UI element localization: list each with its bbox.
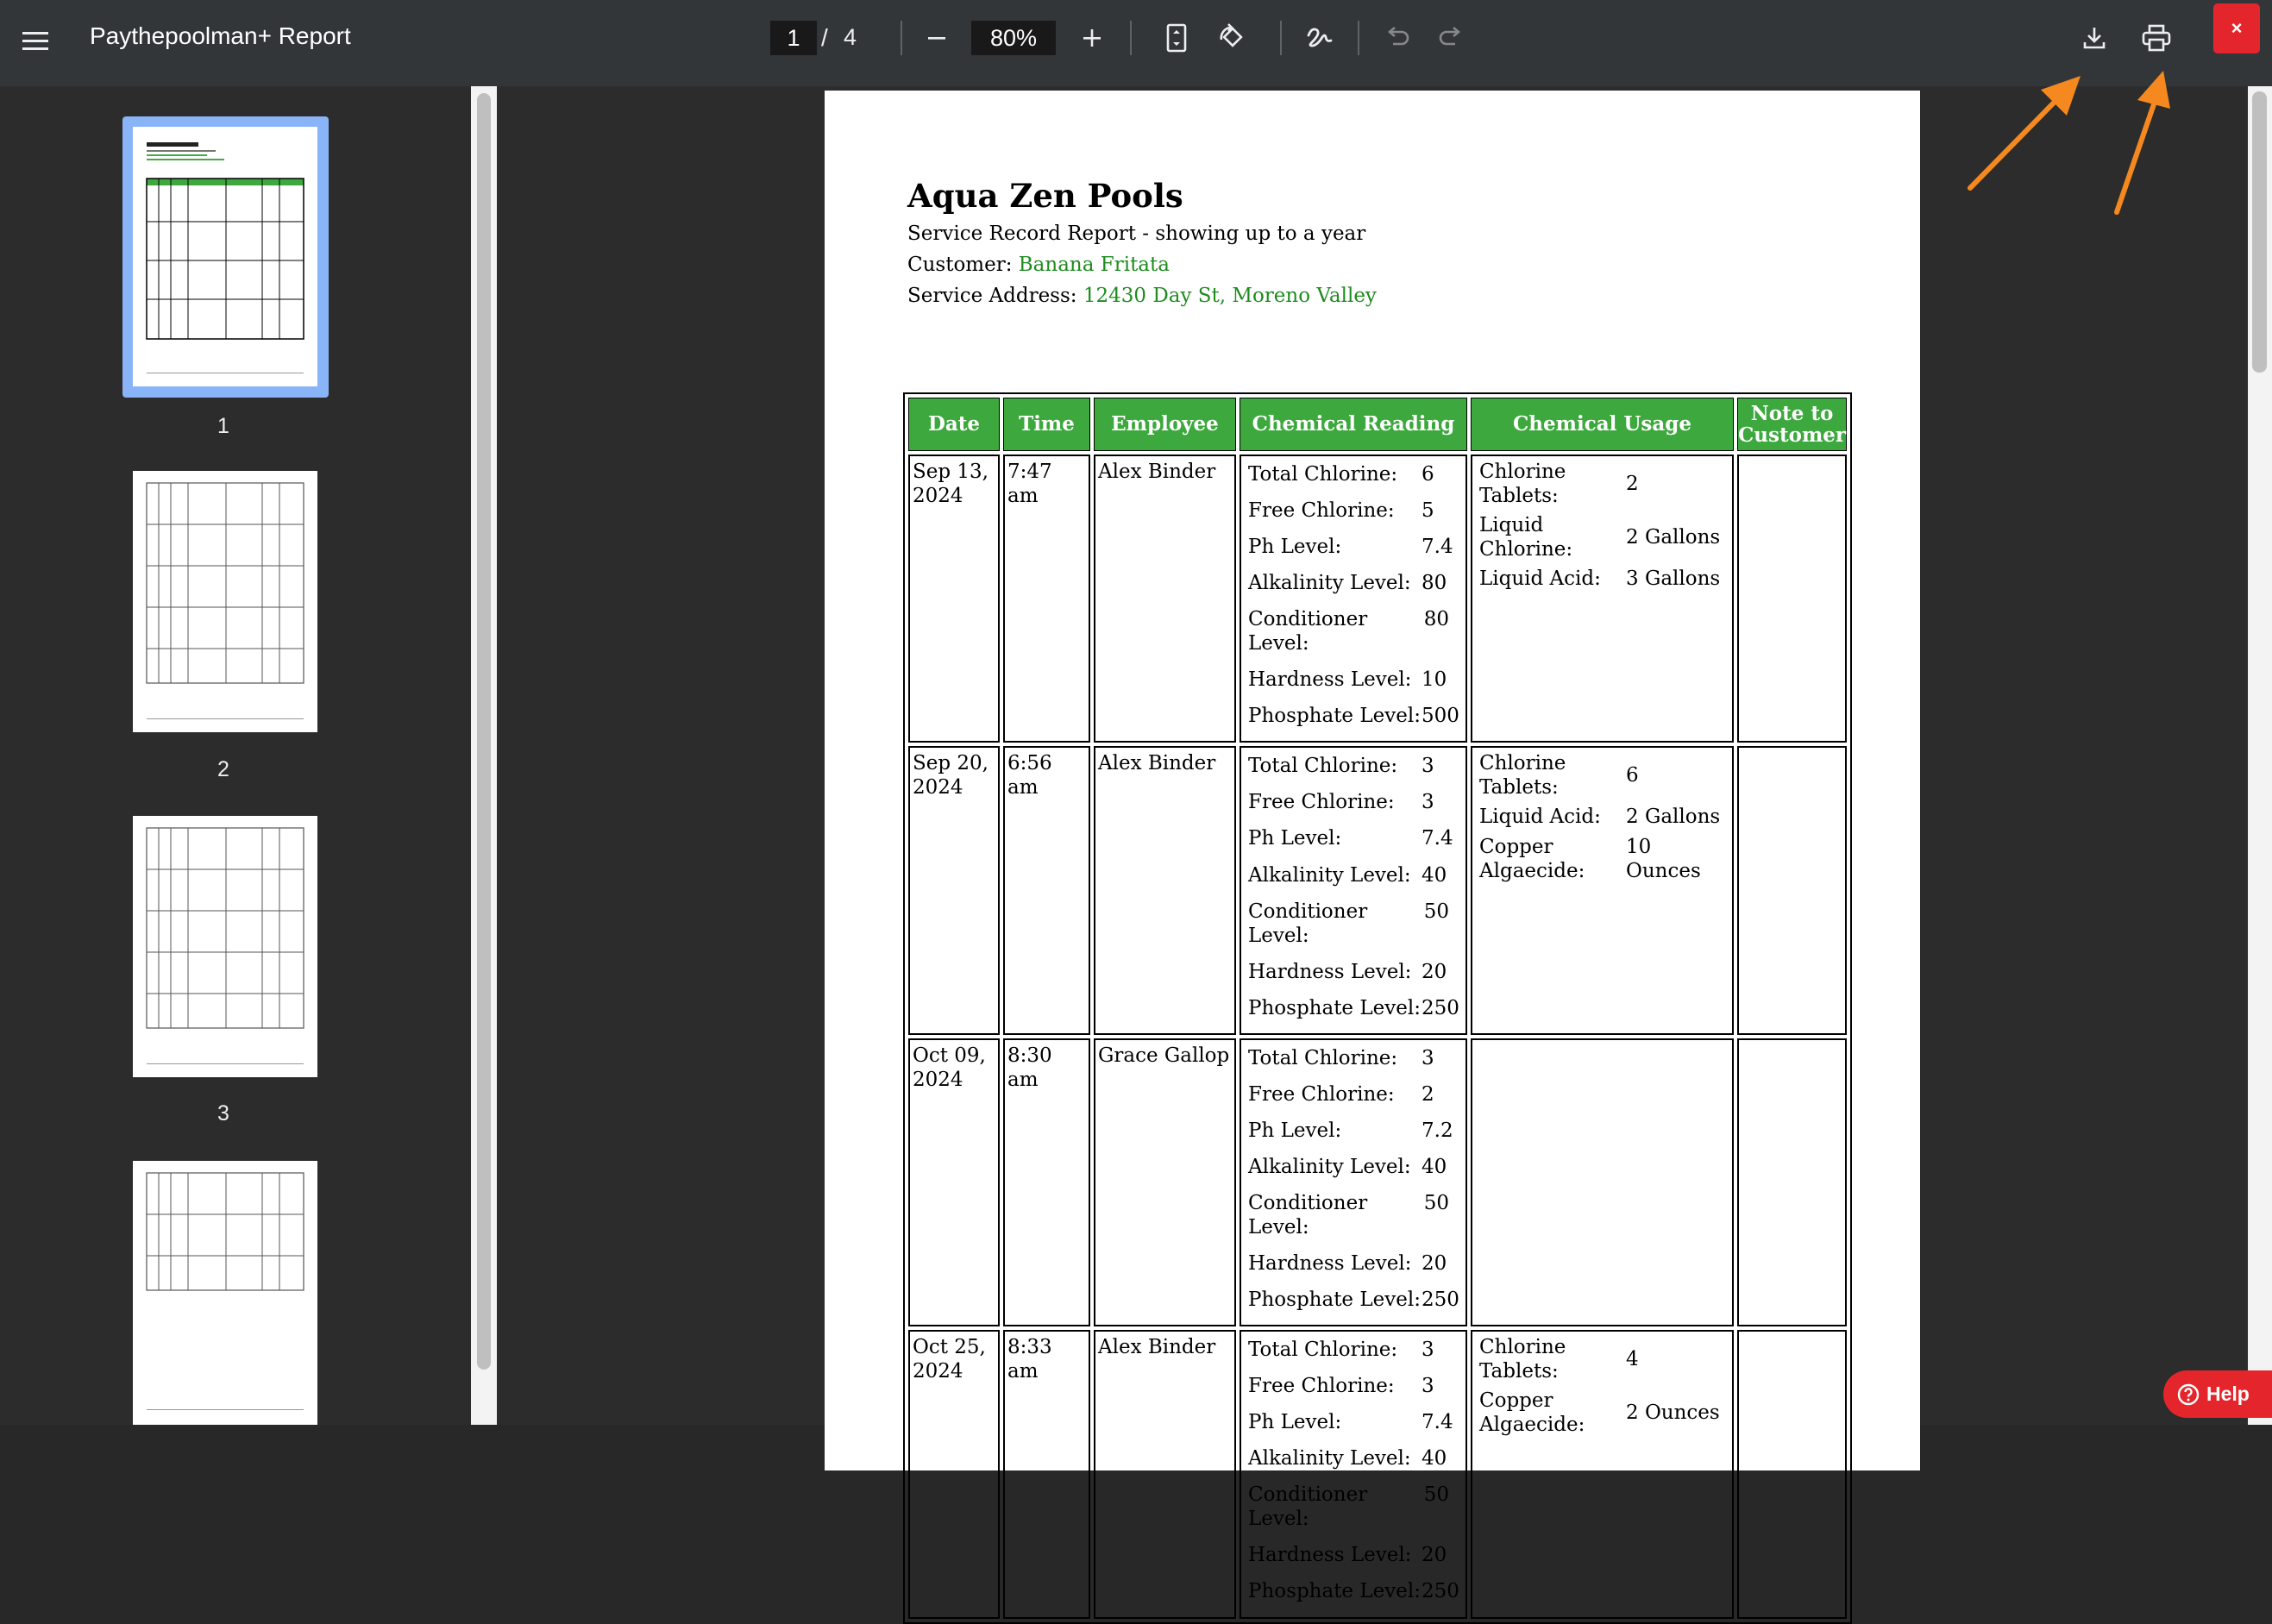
date-line1: Oct 25, [913, 1336, 986, 1359]
print-icon [2142, 24, 2171, 52]
reading-item [1244, 824, 1463, 850]
thumbnail-page-1[interactable] [133, 127, 317, 386]
reading-name: Conditioner Level: [1248, 900, 1368, 947]
customer-label: Customer: [907, 254, 1013, 276]
table-row [908, 746, 1847, 1034]
cell-chemical-reading [1240, 1038, 1467, 1326]
usage-item [1475, 805, 1729, 829]
thumbnail-preview-3 [133, 816, 317, 1077]
reading-value: 5 [1422, 499, 1434, 523]
reading-item [1244, 751, 1463, 778]
reading-item [1244, 605, 1463, 655]
reading-value: 7.4 [1422, 827, 1453, 850]
table-body [908, 455, 1847, 1619]
reading-name: Alkalinity Level: [1248, 863, 1411, 887]
reading-item [1244, 957, 1463, 984]
reading-item [1244, 897, 1463, 948]
help-icon [2177, 1383, 2200, 1406]
usage-name: Chlorine Tablets: [1479, 1336, 1566, 1383]
reading-name: Ph Level: [1248, 1411, 1342, 1434]
help-button[interactable] [2163, 1370, 2272, 1418]
reading-item [1244, 1577, 1463, 1603]
toolbar [0, 0, 2272, 86]
date-line2: 2024 [913, 1360, 963, 1383]
address-line [907, 285, 1377, 307]
cell-time: 8:30 am [1003, 1038, 1090, 1326]
cell-note-to-customer [1737, 1038, 1847, 1326]
report-subtitle: Service Record Report - showing up to a year [907, 223, 1366, 245]
usage-name: Copper Algaecide: [1479, 835, 1585, 882]
sidebar-scrollbar-thumb[interactable] [477, 93, 491, 1370]
reading-name: Ph Level: [1248, 536, 1342, 559]
cell-chemical-usage [1471, 455, 1734, 743]
zoom-in-button[interactable] [1075, 21, 1109, 55]
redo-icon [1438, 27, 1464, 49]
reading-item [1244, 460, 1463, 486]
usage-amount: 2 Gallons [1626, 806, 1721, 829]
reading-item [1244, 1408, 1463, 1434]
table-header-row [908, 398, 1847, 451]
cell-date [908, 1330, 1000, 1618]
page-separator: / [821, 24, 828, 51]
reading-item [1244, 1540, 1463, 1567]
reading-name: Phosphate Level: [1248, 1289, 1421, 1312]
reading-item [1244, 1480, 1463, 1531]
usage-name: Liquid Chlorine: [1479, 514, 1573, 561]
reading-name: Phosphate Level: [1248, 705, 1421, 728]
reading-value: 50 [1423, 1191, 1450, 1214]
cell-chemical-usage [1471, 746, 1734, 1034]
reading-value: 3 [1422, 1339, 1434, 1362]
reading-name: Ph Level: [1248, 1119, 1342, 1142]
reading-item [1244, 1285, 1463, 1312]
toolbar-divider [1130, 21, 1132, 55]
usage-name: Copper Algaecide: [1479, 1389, 1585, 1437]
cell-employee: Alex Binder [1094, 455, 1236, 743]
help-label: Help [2206, 1383, 2250, 1405]
usage-name: Chlorine Tablets: [1479, 461, 1566, 508]
cell-employee: Alex Binder [1094, 1330, 1236, 1618]
cell-date [908, 746, 1000, 1034]
usage-item [1475, 1389, 1729, 1437]
reading-name: Free Chlorine: [1248, 1375, 1395, 1398]
reading-name: Phosphate Level: [1248, 996, 1421, 1019]
reading-item [1244, 532, 1463, 559]
zoom-in-icon [1082, 28, 1102, 48]
usage-name: Liquid Acid: [1479, 567, 1601, 591]
date-line2: 2024 [913, 776, 963, 799]
usage-amount: 2 Gallons [1626, 526, 1721, 549]
reading-value: 50 [1423, 1483, 1450, 1507]
reading-item [1244, 701, 1463, 728]
fit-page-icon [1165, 23, 1188, 53]
thumbnail-preview-2 [133, 471, 317, 732]
table-row [908, 455, 1847, 743]
page-number-input[interactable] [770, 21, 817, 55]
document-title: Paythepoolman+ Report [90, 22, 351, 49]
redo-button[interactable] [1434, 21, 1468, 55]
reading-name: Total Chlorine: [1248, 463, 1398, 486]
reading-name: Conditioner Level: [1248, 1191, 1368, 1238]
usage-item [1475, 460, 1729, 508]
date-line2: 2024 [913, 485, 963, 508]
reading-name: Total Chlorine: [1248, 1046, 1398, 1069]
reading-name: Free Chlorine: [1248, 1082, 1395, 1106]
rotate-button[interactable] [1213, 19, 1251, 57]
reading-name: Alkalinity Level: [1248, 1447, 1411, 1470]
close-icon: × [2231, 17, 2243, 39]
toolbar-divider [1358, 21, 1359, 55]
usage-amount: 3 Gallons [1626, 567, 1721, 591]
header-employee: Employee [1094, 398, 1236, 451]
cell-employee: Grace Gallop [1094, 1038, 1236, 1326]
reading-name: Alkalinity Level: [1248, 1155, 1411, 1178]
draw-button[interactable] [1301, 19, 1339, 57]
service-record-table [903, 392, 1852, 1624]
usage-item [1475, 1335, 1729, 1383]
date-line1: Oct 09, [913, 1044, 986, 1067]
reading-value: 7.4 [1422, 1411, 1453, 1434]
menu-icon [22, 30, 50, 53]
reading-value: 6 [1422, 463, 1434, 486]
reading-value: 7.2 [1422, 1119, 1453, 1142]
reading-value: 3 [1422, 791, 1434, 814]
rotate-icon [1216, 22, 1247, 53]
fit-page-button[interactable] [1159, 19, 1194, 57]
reading-name: Conditioner Level: [1248, 1483, 1368, 1531]
thumbnail-page-2[interactable] [133, 471, 317, 732]
zoom-input[interactable] [971, 21, 1056, 55]
cell-date [908, 455, 1000, 743]
usage-name: Chlorine Tablets: [1479, 752, 1566, 799]
reading-value: 40 [1422, 1155, 1447, 1178]
reading-item [1244, 1044, 1463, 1070]
usage-amount: 6 [1626, 764, 1639, 787]
download-button[interactable] [2075, 19, 2113, 57]
reading-item [1244, 1371, 1463, 1398]
cell-note-to-customer [1737, 746, 1847, 1034]
reading-value: 20 [1422, 960, 1447, 983]
reading-name: Hardness Level: [1248, 1544, 1412, 1567]
reading-value: 250 [1422, 1289, 1459, 1312]
pdf-page [825, 91, 1920, 1603]
header-time: Time [1003, 398, 1090, 451]
reading-item [1244, 1116, 1463, 1143]
zoom-out-icon [926, 28, 947, 48]
date-line1: Sep 20, [913, 752, 989, 775]
cell-note-to-customer [1737, 1330, 1847, 1618]
thumbnail-page-4[interactable] [133, 1161, 317, 1425]
reading-name: Total Chlorine: [1248, 755, 1398, 778]
menu-button[interactable] [12, 17, 60, 66]
reading-value: 10 [1422, 668, 1447, 692]
reading-value: 3 [1422, 755, 1434, 778]
address-label: Service Address: [907, 285, 1077, 307]
cell-chemical-reading [1240, 1330, 1467, 1618]
header-chemical-usage: Chemical Usage [1471, 398, 1734, 451]
reading-name: Ph Level: [1248, 827, 1342, 850]
zoom-out-button[interactable] [919, 21, 954, 55]
reading-value: 80 [1422, 572, 1447, 595]
reading-value: 250 [1422, 996, 1459, 1019]
reading-item [1244, 1249, 1463, 1276]
download-icon [2081, 25, 2107, 51]
reading-name: Alkalinity Level: [1248, 572, 1411, 595]
undo-icon [1384, 27, 1410, 49]
reading-name: Conditioner Level: [1248, 608, 1368, 655]
draw-icon [1305, 23, 1334, 53]
usage-item [1475, 751, 1729, 799]
viewer-scrollbar-thumb[interactable] [2252, 91, 2267, 373]
cell-chemical-reading [1240, 746, 1467, 1034]
cell-time: 7:47 am [1003, 455, 1090, 743]
service-address: 12430 Day St, Moreno Valley [1083, 285, 1377, 307]
usage-amount: 2 [1626, 473, 1639, 496]
date-line1: Sep 13, [913, 461, 989, 483]
cell-date [908, 1038, 1000, 1326]
thumbnail-label-2: 2 [217, 757, 229, 781]
reading-value: 40 [1422, 863, 1447, 887]
total-pages: 4 [844, 24, 857, 50]
reading-value: 80 [1423, 608, 1450, 631]
document-viewer [497, 86, 2248, 1603]
reading-item [1244, 665, 1463, 692]
reading-item [1244, 1188, 1463, 1239]
header-note-to-customer [1737, 398, 1847, 451]
reading-value: 250 [1422, 1580, 1459, 1603]
reading-value: 40 [1422, 1447, 1447, 1470]
table-row [908, 1038, 1847, 1326]
reading-item [1244, 1444, 1463, 1470]
reading-name: Total Chlorine: [1248, 1339, 1398, 1362]
usage-amount: 2 Ounces [1626, 1401, 1720, 1425]
reading-name: Hardness Level: [1248, 668, 1412, 692]
reading-name: Free Chlorine: [1248, 791, 1395, 814]
reading-value: 3 [1422, 1375, 1434, 1398]
reading-item [1244, 568, 1463, 595]
header-chemical-reading: Chemical Reading [1240, 398, 1467, 451]
table-row [908, 1330, 1847, 1618]
reading-value: 20 [1422, 1544, 1447, 1567]
reading-item [1244, 1152, 1463, 1179]
usage-item [1475, 513, 1729, 561]
reading-item [1244, 861, 1463, 887]
usage-item [1475, 567, 1729, 591]
reading-value: 50 [1423, 900, 1450, 923]
cell-employee: Alex Binder [1094, 746, 1236, 1034]
thumbnail-page-3[interactable] [133, 816, 317, 1077]
cell-chemical-usage [1471, 1038, 1734, 1326]
reading-value: 500 [1422, 705, 1459, 728]
close-button[interactable] [2213, 3, 2260, 53]
header-note-line1: Note to [1750, 401, 1834, 425]
reading-name: Hardness Level: [1248, 1252, 1412, 1276]
header-date: Date [908, 398, 1000, 451]
usage-amount: 4 [1626, 1348, 1639, 1371]
date-line2: 2024 [913, 1068, 963, 1091]
customer-line [907, 254, 1170, 276]
company-name: Aqua Zen Pools [907, 177, 1183, 215]
toolbar-divider [901, 21, 902, 55]
thumbnail-sidebar [0, 86, 471, 1425]
header-note-line2: Customer [1738, 423, 1847, 447]
usage-amount: 10 Ounces [1626, 835, 1701, 882]
reading-name: Free Chlorine: [1248, 499, 1395, 523]
reading-item [1244, 787, 1463, 814]
reading-value: 7.4 [1422, 536, 1453, 559]
reading-name: Phosphate Level: [1248, 1580, 1421, 1603]
reading-value: 20 [1422, 1252, 1447, 1276]
print-button[interactable] [2136, 19, 2177, 57]
cell-chemical-usage [1471, 1330, 1734, 1618]
reading-item [1244, 496, 1463, 523]
thumbnail-label-3: 3 [217, 1101, 229, 1126]
cell-time: 6:56 am [1003, 746, 1090, 1034]
thumbnail-preview-1 [133, 127, 317, 386]
thumbnail-preview-4 [133, 1161, 317, 1425]
toolbar-divider [1280, 21, 1282, 55]
undo-button[interactable] [1380, 21, 1415, 55]
reading-item [1244, 1080, 1463, 1107]
usage-item [1475, 835, 1729, 883]
reading-item [1244, 994, 1463, 1020]
cell-time: 8:33 am [1003, 1330, 1090, 1618]
reading-item [1244, 1335, 1463, 1362]
thumbnail-label-1: 1 [217, 414, 229, 438]
reading-value: 3 [1422, 1046, 1434, 1069]
reading-value: 2 [1422, 1082, 1434, 1106]
cell-note-to-customer [1737, 455, 1847, 743]
reading-name: Hardness Level: [1248, 960, 1412, 983]
customer-name: Banana Fritata [1018, 254, 1170, 276]
cell-chemical-reading [1240, 455, 1467, 743]
usage-name: Liquid Acid: [1479, 806, 1601, 829]
